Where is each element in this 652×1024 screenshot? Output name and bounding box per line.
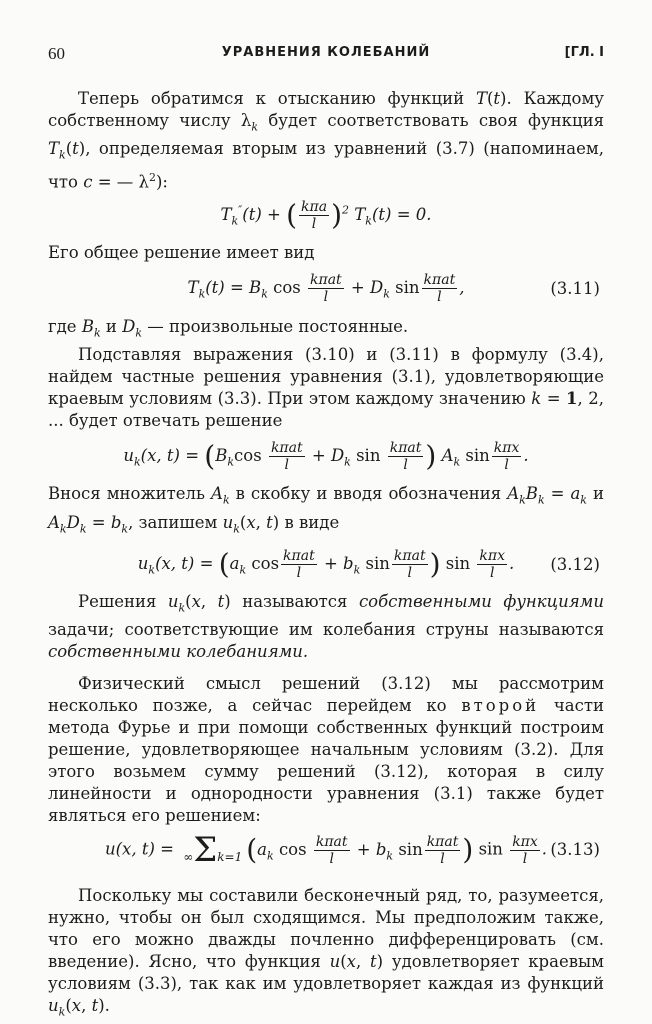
chapter-label: [ГЛ. I — [564, 45, 604, 60]
equation: $T_k(t) = B_k$ cos $\frac{\text{kπat}}{l}$ + $D_k$ sin $\frac{\text{kπat}}{l}$ , (3.11) — [187, 272, 600, 306]
equation-number: (3.13) — [550, 840, 600, 860]
paragraph: Поскольку мы составили бесконечный ряд, то, разумеется, нужно, чтобы он был сходящимся. Мы предположим также, что его можно дважды почленно дифференцировать (см. введение). Ясно, что функция u(x, t) удовлетворяет краевым условиям (3.3), так как им удовлетворяет каждая из функций $u_k(x$, t). — [48, 886, 604, 1019]
running-title: УРАВНЕНИЯ КОЛЕБАНИЙ — [221, 45, 431, 60]
paragraph: Теперь обратимся к отысканию функций T(t). Каждому собственному числу $\lambda_k$ будет соответствовать своя функция $T_k(t)$, определяемая вторым из уравнений (3.7) (напоминаем, что c = — $\lambda^2$): — [48, 89, 604, 192]
equation: $u_k(x$, $t) = (a_k$ cos $\frac{\text{kπat}}{l}$ + $b_k$ sin $\frac{\text{kπat}}{l}$ ) sin $\frac{\text{kπx}}{l}$ . (3.12) — [137, 547, 600, 581]
paragraph: Его общее решение имеет вид — [48, 243, 315, 263]
equation: $T_k''(t)$ + ( $\frac{\text{kπa}}{l}$ )$^2$ $T_k(t) = 0$. — [220, 198, 432, 233]
page-header — [48, 44, 604, 68]
paragraph: Подставляя выражения (3.10) и (3.11) в формулу (3.4), найдем частные решения уравнения (3.1), удовлетворяющие краевым условиям (3.3). При этом каждому значению k = 1, 2, ... будет отвечать решение — [48, 344, 604, 430]
paragraph: Физический смысл решений (3.12) мы рассмотрим несколько позже, а сейчас перейдем ко второй части метода Фурье и при помощи собственных функций построим решение, удовлетворяющее начальным условиям (3.2). Для этого возьмем сумму решений (3.12), которая в силу линейности и однородности уравнения (3.1) также будет являться его решением: — [48, 674, 605, 826]
equation: $u_k(x$, $t) = (B_k\cos$ $\frac{\text{kπat}}{l}$ + $D_k$ sin $\frac{\text{kπat}}{l}$ ) $A_k$ sin $\frac{\text{kπx}}{l}$ . — [123, 439, 529, 473]
paragraph: Внося множитель $A_k$ в скобку и вводя обозначения $A_kB_k = a_k$ и $A_kD_k = b_k$, запишем $u_k(x$, t) в виде — [48, 484, 604, 535]
paragraph: где $B_k$ и $D_k$ — произвольные постоянные. — [48, 316, 409, 339]
equation-number: (3.11) — [550, 279, 600, 299]
page-number: 60 — [48, 44, 65, 63]
paragraph: Решения $u_k(x$, t) называются собственными функциями задачи; соответствующие им колебания струны называются собственными колебаниями. — [48, 592, 604, 662]
page-body — [48, 88, 604, 1024]
equation: u(x, t) = ∞Σk=1 ($a_k$ cos $\frac{\text{kπat}}{l}$ + $b_k$ sin $\frac{\text{kπat}}{l}$ ) sin $\frac{\text{kπx}}{l}$ . (3.13) — [104, 830, 600, 871]
equation-number: (3.12) — [550, 554, 600, 574]
